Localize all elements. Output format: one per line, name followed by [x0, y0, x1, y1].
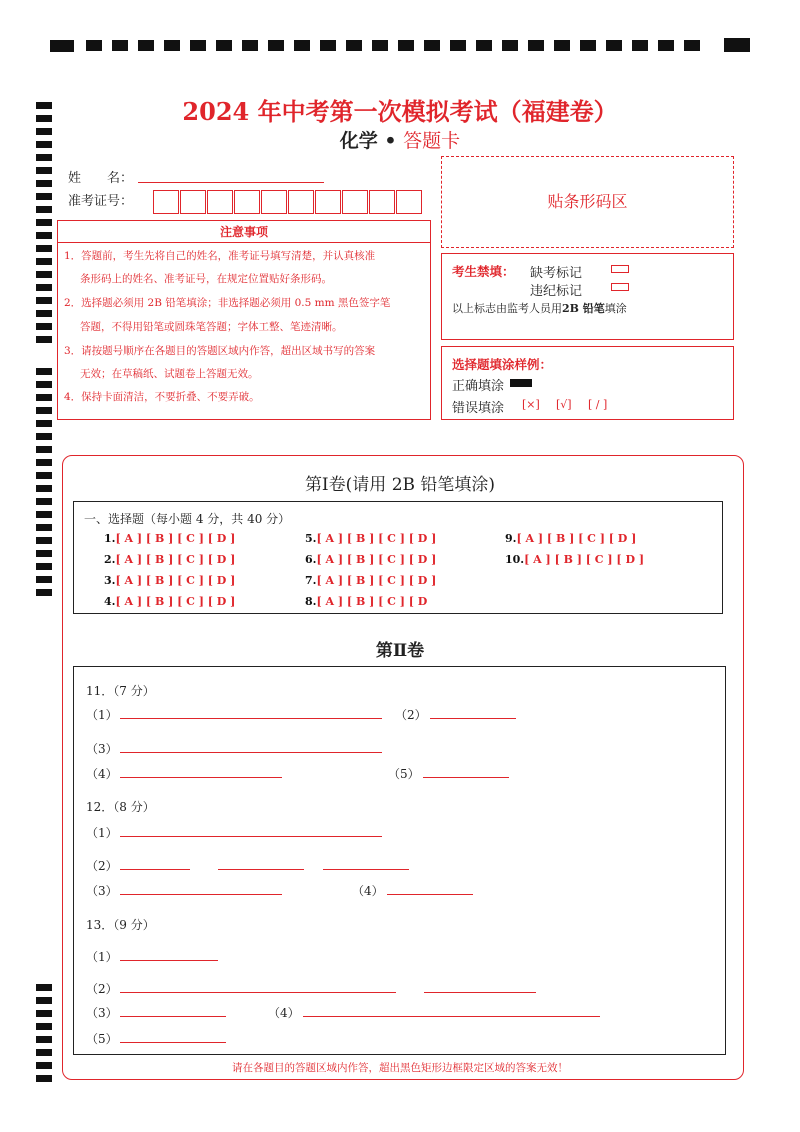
notice-item: 无效；在草稿纸、试题卷上答题无效。	[80, 368, 259, 380]
choice-question[interactable]: 3.[ A ] [ B ] [ C ] [ D ]	[104, 574, 236, 587]
choice-question[interactable]: 1.[ A ] [ B ] [ C ] [ D ]	[104, 532, 236, 545]
part1-title: 第Ⅰ卷(请用 2B 铅笔填涂)	[304, 475, 496, 495]
answer-label: （1）	[86, 708, 118, 722]
choice-question[interactable]: 6.[ A ] [ B ] [ C ] [ D ]	[305, 553, 437, 566]
answer-label: （3）	[86, 884, 118, 898]
choice-section-title: 一、选择题（每小题 4 分，共 40 分）	[84, 512, 291, 526]
answer-label: （4）	[268, 1006, 300, 1020]
absent-checkbox[interactable]	[611, 265, 629, 273]
answer-line[interactable]	[218, 869, 304, 870]
forbidden-note: 以上标志由监考人员用2B 铅笔填涂	[452, 302, 627, 315]
notice-item: 条形码上的姓名、准考证号，在规定位置贴好条形码。	[80, 273, 332, 285]
choice-question[interactable]: 7.[ A ] [ B ] [ C ] [ D ]	[305, 574, 437, 587]
answer-line[interactable]	[120, 894, 282, 895]
answer-line[interactable]	[120, 992, 396, 993]
answer-label: （3）	[86, 1006, 118, 1020]
card-label: 答题卡	[403, 130, 461, 152]
answer-label: （5）	[86, 1032, 118, 1046]
name-label: 姓 名：	[68, 171, 134, 186]
answer-line[interactable]	[120, 836, 382, 837]
choice-question[interactable]: 5.[ A ] [ B ] [ C ] [ D ]	[305, 532, 437, 545]
barcode-area[interactable]	[441, 156, 734, 248]
absent-label: 缺考标记	[530, 266, 583, 281]
answer-line[interactable]	[120, 960, 218, 961]
sample-title: 选择题填涂样例：	[452, 357, 553, 372]
notice-item: 答题，不得用铅笔或圆珠笔答题；字体工整、笔迹清晰。	[80, 321, 343, 333]
name-field[interactable]	[138, 182, 324, 183]
answer-label: （1）	[86, 950, 118, 964]
part2-title: 第Ⅱ卷	[375, 641, 425, 661]
question-head: 11．（7 分）	[86, 684, 155, 698]
answer-line[interactable]	[323, 869, 409, 870]
notice-title: 注意事项	[58, 221, 430, 243]
free-response-box	[73, 666, 726, 1055]
answer-line[interactable]	[430, 718, 516, 719]
answer-label: （3）	[86, 742, 118, 756]
answer-line[interactable]	[120, 718, 382, 719]
forbidden-title: 考生禁填：	[452, 264, 515, 279]
correct-label: 正确填涂	[452, 379, 505, 394]
wrong-label: 错误填涂	[452, 401, 505, 416]
violation-checkbox[interactable]	[611, 283, 629, 291]
notice-item: 4．保持卡面清洁，不要折叠、不要弄破。	[64, 391, 260, 403]
answer-line[interactable]	[387, 894, 473, 895]
violation-label: 违纪标记	[530, 284, 583, 299]
page-title: 2024 年中考第一次模拟考试（福建卷）	[182, 97, 618, 126]
answer-line[interactable]	[120, 752, 382, 753]
id-label: 准考证号：	[68, 194, 134, 209]
barcode-label: 贴条形码区	[547, 192, 628, 211]
answer-label: （5）	[388, 767, 420, 781]
answer-label: （2）	[86, 859, 118, 873]
notice-item: 3．请按题号顺序在各题目的答题区域内作答，超出区域书写的答案	[64, 345, 376, 357]
correct-fill-sample	[510, 379, 532, 387]
wrong-mark: [ / ]	[588, 398, 608, 411]
answer-line[interactable]	[303, 1016, 600, 1017]
notice-item: 1．答题前，考生先将自己的姓名，准考证号填写清楚，并认真核准	[64, 250, 376, 262]
notice-item: 2．选择题必须用 2B 铅笔填涂；非选择题必须用 0.5 mm 黑色签字笔	[64, 297, 391, 309]
subject-label: 化学 •	[339, 130, 404, 152]
answer-line[interactable]	[120, 869, 190, 870]
question-head: 13．（9 分）	[86, 918, 155, 932]
answer-label: （2）	[395, 708, 427, 722]
answer-line[interactable]	[120, 1042, 226, 1043]
choice-question[interactable]: 10.[ A ] [ B ] [ C ] [ D ]	[505, 553, 645, 566]
wrong-mark: [×]	[522, 398, 540, 411]
answer-label: （2）	[86, 982, 118, 996]
answer-line[interactable]	[424, 992, 536, 993]
choice-question[interactable]: 2.[ A ] [ B ] [ C ] [ D ]	[104, 553, 236, 566]
answer-label: （4）	[352, 884, 384, 898]
wrong-mark: [√]	[556, 398, 572, 411]
answer-label: （1）	[86, 826, 118, 840]
answer-line[interactable]	[120, 1016, 226, 1017]
question-head: 12．（8 分）	[86, 800, 155, 814]
answer-label: （4）	[86, 767, 118, 781]
choice-question[interactable]: 4.[ A ] [ B ] [ C ] [ D ]	[104, 595, 236, 608]
footer-warning: 请在各题目的答题区域内作答，超出黑色矩形边框限定区域的答案无效！	[232, 1062, 568, 1074]
choice-question[interactable]: 8.[ A ] [ B ] [ C ] [ D	[305, 595, 428, 608]
page-subtitle	[0, 126, 800, 153]
choice-question[interactable]: 9.[ A ] [ B ] [ C ] [ D ]	[505, 532, 637, 545]
answer-line[interactable]	[423, 777, 509, 778]
answer-line[interactable]	[120, 777, 282, 778]
